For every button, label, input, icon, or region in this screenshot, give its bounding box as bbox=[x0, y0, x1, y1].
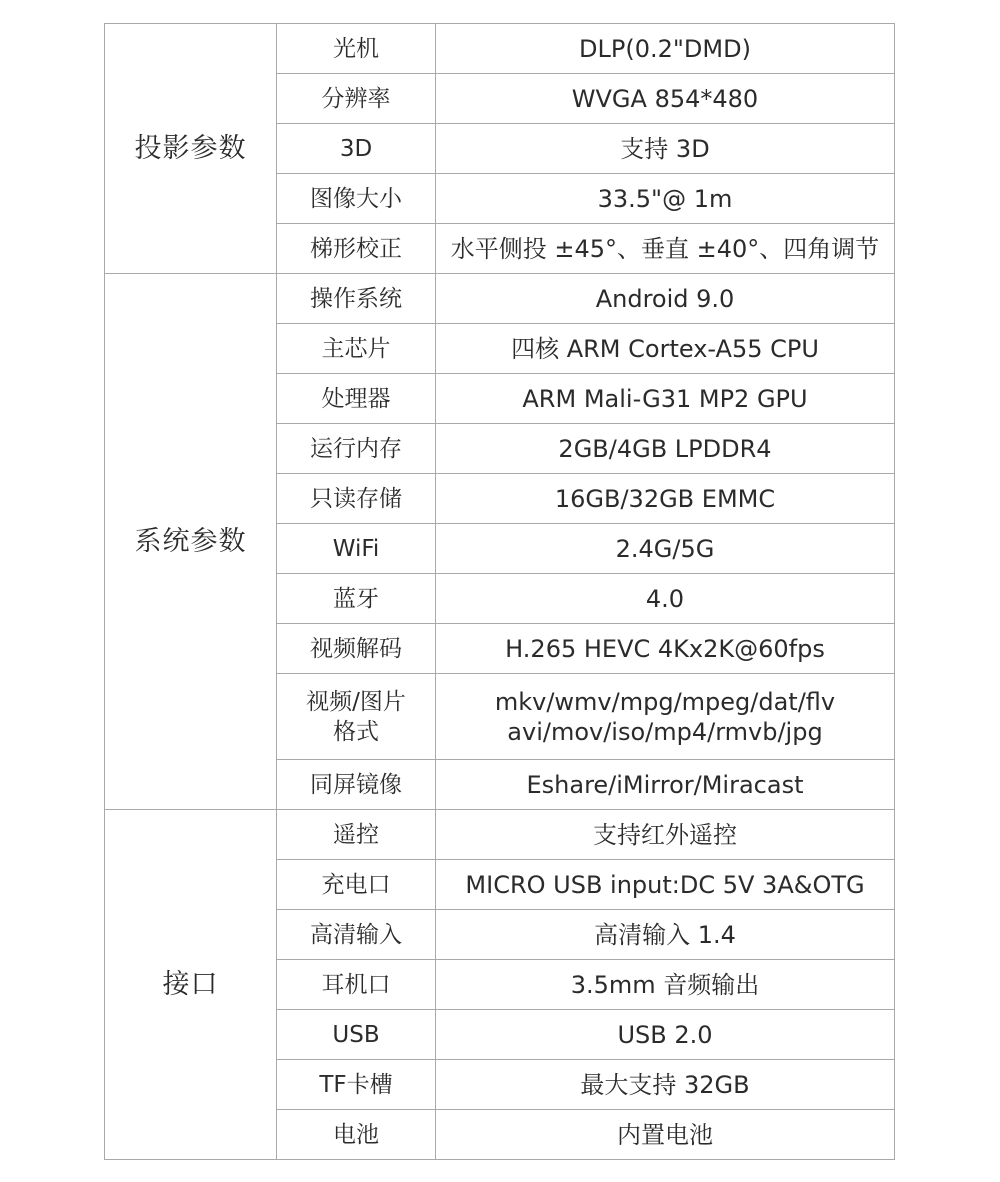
spec-table bbox=[104, 23, 895, 1160]
spec-label: 处理器 bbox=[321, 385, 391, 412]
spec-label-cell bbox=[277, 1060, 436, 1110]
spec-label: 蓝牙 bbox=[333, 585, 379, 612]
spec-label: 光机 bbox=[333, 35, 379, 62]
spec-row bbox=[105, 274, 895, 324]
spec-value-cell bbox=[436, 910, 895, 960]
spec-row bbox=[105, 810, 895, 860]
spec-value-cell bbox=[436, 760, 895, 810]
spec-label: 只读存储 bbox=[310, 485, 402, 512]
spec-label-cell bbox=[277, 174, 436, 224]
spec-label-cell bbox=[277, 760, 436, 810]
spec-label: 分辨率 bbox=[321, 85, 391, 112]
spec-value: Eshare/iMirror/Miracast bbox=[526, 770, 804, 799]
spec-value: 四核 ARM Cortex-A55 CPU bbox=[511, 334, 819, 363]
spec-value-cell bbox=[436, 324, 895, 374]
spec-value-cell bbox=[436, 224, 895, 274]
spec-value-cell bbox=[436, 960, 895, 1010]
spec-label-cell bbox=[277, 860, 436, 910]
spec-value-cell bbox=[436, 124, 895, 174]
spec-label: 图像大小 bbox=[310, 185, 402, 212]
spec-label: TF卡槽 bbox=[319, 1071, 393, 1098]
spec-label-cell bbox=[277, 274, 436, 324]
spec-value: 2.4G/5G bbox=[615, 534, 715, 563]
spec-value-cell bbox=[436, 1110, 895, 1160]
spec-value: 3.5mm 音频输出 bbox=[570, 970, 760, 999]
spec-value-cell bbox=[436, 1010, 895, 1060]
spec-label-cell bbox=[277, 624, 436, 674]
spec-label-cell bbox=[277, 424, 436, 474]
spec-value: 33.5"@ 1m bbox=[597, 184, 733, 213]
spec-value: DLP(0.2"DMD) bbox=[579, 34, 751, 63]
spec-value: avi/mov/iso/mp4/rmvb/jpg bbox=[507, 717, 823, 746]
spec-label: 视频/图片 bbox=[306, 688, 406, 715]
spec-value-cell bbox=[436, 1060, 895, 1110]
spec-label-cell bbox=[277, 124, 436, 174]
spec-label: 格式 bbox=[333, 718, 379, 745]
spec-value-cell bbox=[436, 674, 895, 760]
spec-value: 高清输入 1.4 bbox=[594, 920, 736, 949]
spec-label: 视频解码 bbox=[310, 635, 402, 662]
spec-label: 高清输入 bbox=[310, 921, 402, 948]
spec-label: 运行内存 bbox=[310, 435, 402, 462]
spec-label: 主芯片 bbox=[321, 335, 391, 362]
group-header-cell: 接口 bbox=[105, 810, 277, 1160]
spec-value: mkv/wmv/mpg/mpeg/dat/flv bbox=[494, 687, 836, 716]
spec-value-cell bbox=[436, 574, 895, 624]
spec-value-cell bbox=[436, 24, 895, 74]
spec-value: 16GB/32GB EMMC bbox=[554, 484, 776, 513]
spec-label: 遥控 bbox=[333, 821, 379, 848]
spec-label: 梯形校正 bbox=[310, 235, 402, 262]
spec-value: 水平侧投 ±45°、垂直 ±40°、四角调节 bbox=[450, 234, 880, 263]
spec-label-cell bbox=[277, 74, 436, 124]
spec-value-cell bbox=[436, 374, 895, 424]
spec-label-cell bbox=[277, 324, 436, 374]
spec-value: H.265 HEVC 4Kx2K@60fps bbox=[505, 634, 825, 663]
spec-value-cell bbox=[436, 624, 895, 674]
spec-label: WiFi bbox=[332, 535, 380, 562]
spec-value-cell bbox=[436, 860, 895, 910]
spec-label: 耳机口 bbox=[321, 971, 391, 998]
spec-table-body bbox=[105, 24, 895, 1160]
spec-label-cell bbox=[277, 960, 436, 1010]
spec-value-cell bbox=[436, 74, 895, 124]
spec-label-cell bbox=[277, 1110, 436, 1160]
spec-value-cell bbox=[436, 424, 895, 474]
spec-label-cell bbox=[277, 910, 436, 960]
spec-label-cell bbox=[277, 474, 436, 524]
spec-value-cell bbox=[436, 274, 895, 324]
spec-label: 充电口 bbox=[321, 871, 391, 898]
spec-label-cell bbox=[277, 1010, 436, 1060]
spec-value: 内置电池 bbox=[617, 1120, 713, 1149]
spec-value: ARM Mali-G31 MP2 GPU bbox=[522, 384, 808, 413]
group-header-cell: 系统参数 bbox=[105, 274, 277, 810]
spec-label-cell bbox=[277, 374, 436, 424]
spec-label: 操作系统 bbox=[310, 285, 402, 312]
spec-value-cell bbox=[436, 810, 895, 860]
spec-value: WVGA 854*480 bbox=[571, 84, 759, 113]
spec-value: 支持 3D bbox=[620, 134, 710, 163]
spec-value: MICRO USB input:DC 5V 3A&OTG bbox=[465, 870, 865, 899]
spec-label: 电池 bbox=[333, 1121, 379, 1148]
spec-label-cell bbox=[277, 574, 436, 624]
spec-value-cell bbox=[436, 474, 895, 524]
spec-value-cell bbox=[436, 524, 895, 574]
spec-label: 同屏镜像 bbox=[310, 771, 402, 798]
spec-label-cell bbox=[277, 810, 436, 860]
spec-row bbox=[105, 24, 895, 74]
spec-value-cell bbox=[436, 174, 895, 224]
spec-value: Android 9.0 bbox=[595, 284, 735, 313]
spec-value: USB 2.0 bbox=[617, 1020, 713, 1049]
spec-label: 3D bbox=[339, 135, 373, 162]
spec-label-cell bbox=[277, 24, 436, 74]
spec-value: 支持红外遥控 bbox=[593, 820, 737, 849]
group-header-cell: 投影参数 bbox=[105, 24, 277, 274]
spec-label-cell bbox=[277, 224, 436, 274]
spec-value: 4.0 bbox=[645, 584, 685, 613]
spec-label: USB bbox=[332, 1021, 380, 1048]
spec-label-cell bbox=[277, 674, 436, 760]
spec-value: 2GB/4GB LPDDR4 bbox=[558, 434, 772, 463]
spec-value: 最大支持 32GB bbox=[580, 1070, 750, 1099]
spec-label-cell bbox=[277, 524, 436, 574]
